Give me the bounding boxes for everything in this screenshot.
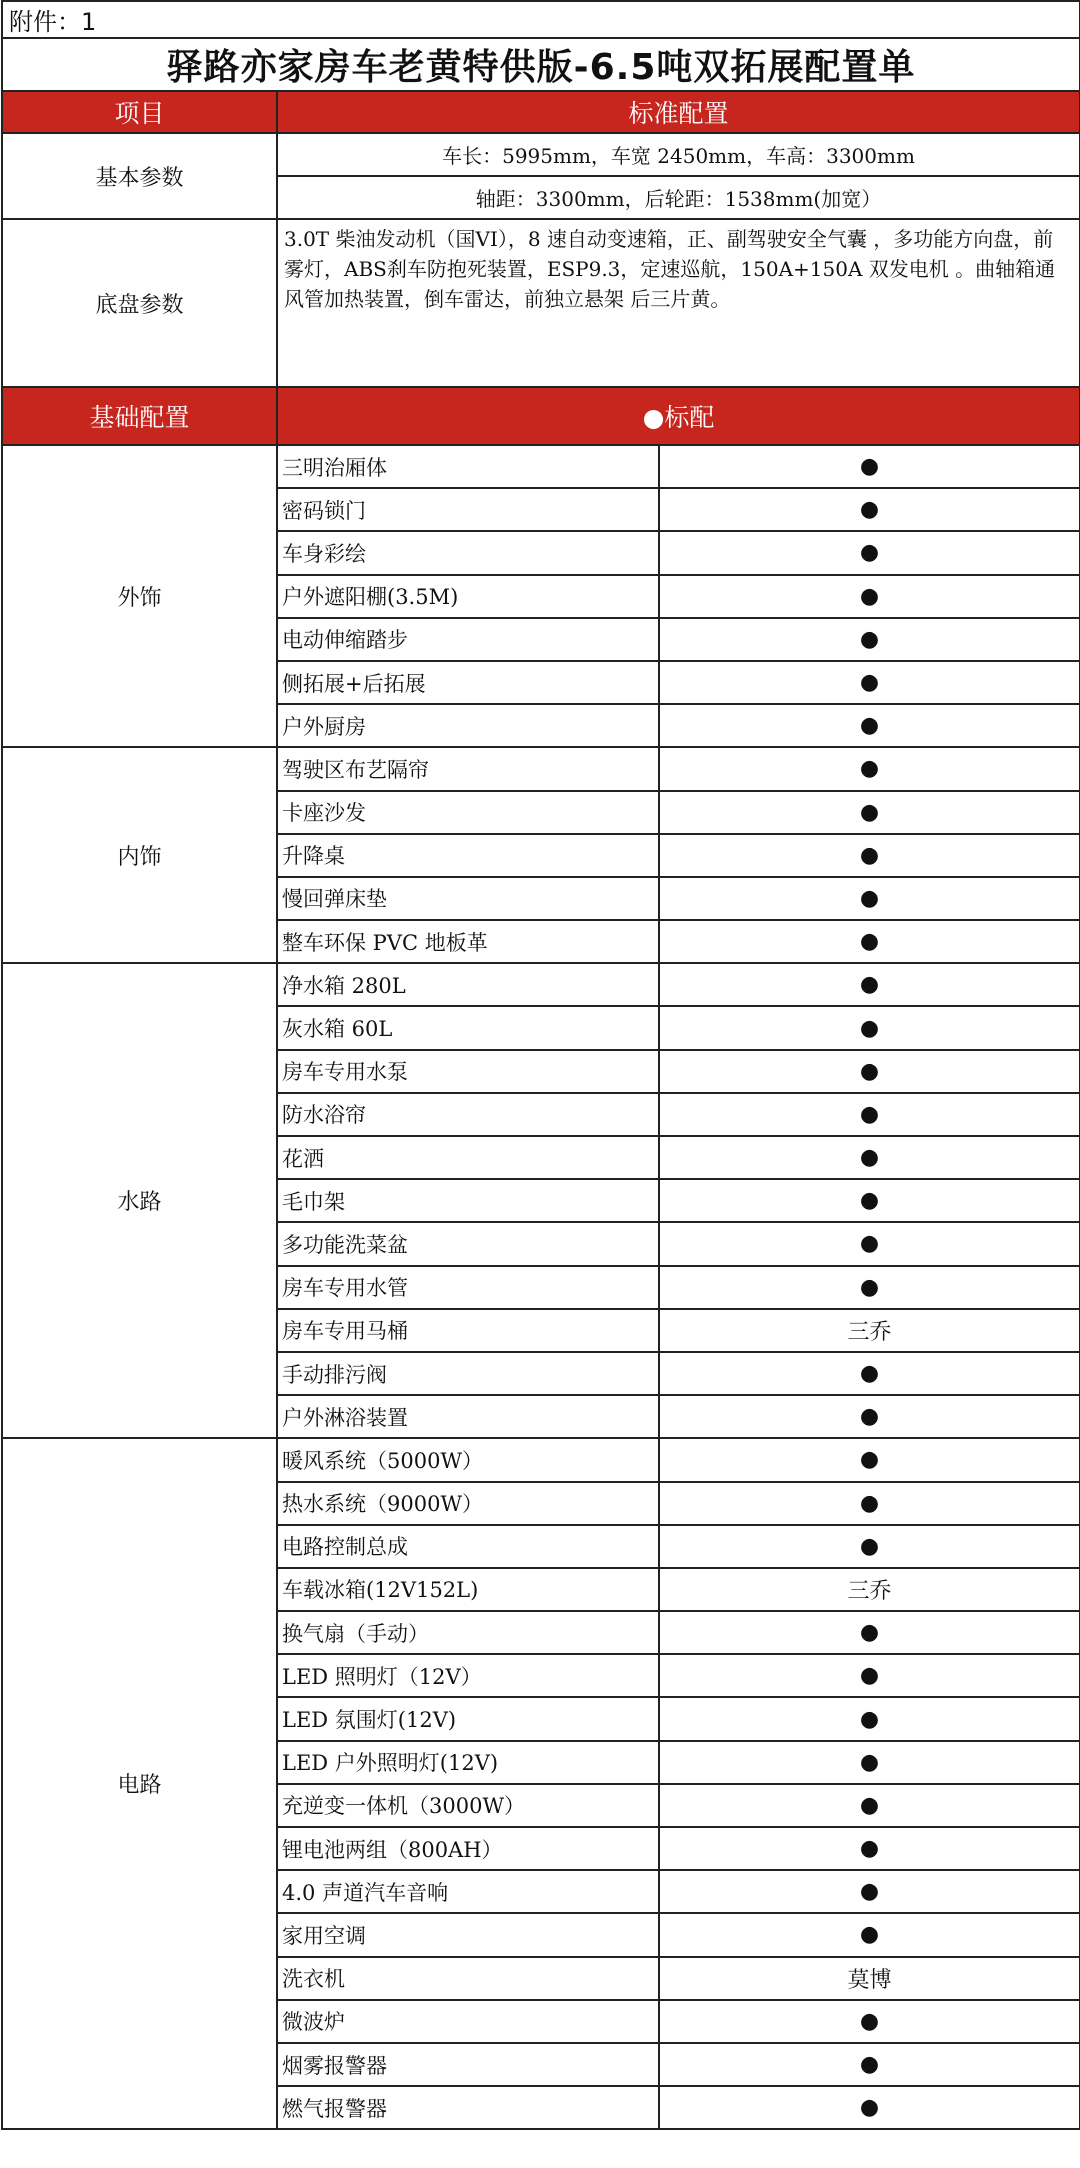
item-name: 微波炉 bbox=[277, 2000, 659, 2043]
item-name: 侧拓展+后拓展 bbox=[277, 661, 659, 704]
item-value: ● bbox=[659, 1050, 1080, 1093]
item-value: ● bbox=[659, 1222, 1080, 1265]
item-name: 充逆变一体机（3000W） bbox=[277, 1784, 659, 1827]
item-value: ● bbox=[659, 1697, 1080, 1740]
item-value: ● bbox=[659, 1525, 1080, 1568]
item-name: 户外淋浴装置 bbox=[277, 1395, 659, 1438]
item-value: ● bbox=[659, 1136, 1080, 1179]
item-value: ● bbox=[659, 1093, 1080, 1136]
basic-params-line1: 车长：5995mm，车宽 2450mm，车高：3300mm bbox=[277, 133, 1080, 176]
config-header-standard: ●标配 bbox=[277, 387, 1080, 445]
item-value: 莫博 bbox=[659, 1957, 1080, 2000]
item-value: ● bbox=[659, 834, 1080, 877]
item-name: 4.0 声道汽车音响 bbox=[277, 1870, 659, 1913]
item-name: 慢回弹床垫 bbox=[277, 877, 659, 920]
item-value: ● bbox=[659, 1784, 1080, 1827]
table-row bbox=[2, 747, 1080, 790]
item-value: ● bbox=[659, 1438, 1080, 1481]
item-name: 热水系统（9000W） bbox=[277, 1482, 659, 1525]
table-row bbox=[2, 445, 1080, 488]
item-name: 电路控制总成 bbox=[277, 1525, 659, 1568]
basic-params-line2: 轴距：3300mm，后轮距：1538mm(加宽） bbox=[277, 176, 1080, 219]
item-value: ● bbox=[659, 704, 1080, 747]
item-name: 换气扇（手动） bbox=[277, 1611, 659, 1654]
item-value: ● bbox=[659, 1913, 1080, 1956]
item-value: ● bbox=[659, 575, 1080, 618]
item-name: 房车专用水管 bbox=[277, 1266, 659, 1309]
item-name: 防水浴帘 bbox=[277, 1093, 659, 1136]
item-name: 驾驶区布艺隔帘 bbox=[277, 747, 659, 790]
item-name: 车载冰箱(12V152L) bbox=[277, 1568, 659, 1611]
item-name: 户外遮阳棚(3.5M) bbox=[277, 575, 659, 618]
item-value: ● bbox=[659, 1482, 1080, 1525]
item-value: ● bbox=[659, 1006, 1080, 1049]
table-row bbox=[2, 1438, 1080, 1481]
attachment-label: 附件：1 bbox=[2, 1, 1080, 38]
item-name: LED 照明灯（12V） bbox=[277, 1654, 659, 1697]
item-name: 车身彩绘 bbox=[277, 531, 659, 574]
item-name: 锂电池两组（800AH） bbox=[277, 1827, 659, 1870]
item-value: ● bbox=[659, 1395, 1080, 1438]
item-value: ● bbox=[659, 1827, 1080, 1870]
item-value: ● bbox=[659, 661, 1080, 704]
item-name: 密码锁门 bbox=[277, 488, 659, 531]
basic-params-label: 基本参数 bbox=[2, 133, 277, 219]
header-standard: 标准配置 bbox=[277, 91, 1080, 133]
item-value: 三乔 bbox=[659, 1309, 1080, 1352]
chassis-label: 底盘参数 bbox=[2, 219, 277, 387]
item-value: ● bbox=[659, 445, 1080, 488]
item-name: 多功能洗菜盆 bbox=[277, 1222, 659, 1265]
item-value: ● bbox=[659, 1266, 1080, 1309]
item-value: ● bbox=[659, 920, 1080, 963]
item-name: 灰水箱 60L bbox=[277, 1006, 659, 1049]
header-item: 项目 bbox=[2, 91, 277, 133]
item-name: 燃气报警器 bbox=[277, 2086, 659, 2129]
config-header-label: 基础配置 bbox=[2, 387, 277, 445]
item-name: 三明治厢体 bbox=[277, 445, 659, 488]
item-name: 卡座沙发 bbox=[277, 791, 659, 834]
item-name: 房车专用马桶 bbox=[277, 1309, 659, 1352]
chassis-text: 3.0T 柴油发动机（国VI），8 速自动变速箱，正、副驾驶安全气囊 ，多功能方向盘，前雾灯，ABS刹车防抱死装置，ESP9.3，定速巡航，150A+150A 双发电机 。曲轴箱通风管加热装置，倒车雷达，前独立悬架 后三片黄。 bbox=[277, 219, 1080, 387]
item-value: 三乔 bbox=[659, 1568, 1080, 1611]
item-name: 户外厨房 bbox=[277, 704, 659, 747]
item-value: ● bbox=[659, 1352, 1080, 1395]
page-title: 驿路亦家房车老黄特供版-6.5吨双拓展配置单 bbox=[2, 38, 1080, 91]
item-value: ● bbox=[659, 1870, 1080, 1913]
item-name: 烟雾报警器 bbox=[277, 2043, 659, 2086]
item-value: ● bbox=[659, 618, 1080, 661]
item-name: 花洒 bbox=[277, 1136, 659, 1179]
item-value: ● bbox=[659, 488, 1080, 531]
section-label: 水路 bbox=[2, 963, 277, 1438]
item-name: 毛巾架 bbox=[277, 1179, 659, 1222]
item-value: ● bbox=[659, 1654, 1080, 1697]
item-value: ● bbox=[659, 531, 1080, 574]
item-name: 房车专用水泵 bbox=[277, 1050, 659, 1093]
item-name: 手动排污阀 bbox=[277, 1352, 659, 1395]
item-value: ● bbox=[659, 1179, 1080, 1222]
item-value: ● bbox=[659, 963, 1080, 1006]
item-value: ● bbox=[659, 2086, 1080, 2129]
table-row bbox=[2, 963, 1080, 1006]
item-name: 电动伸缩踏步 bbox=[277, 618, 659, 661]
item-name: 升降桌 bbox=[277, 834, 659, 877]
item-name: 家用空调 bbox=[277, 1913, 659, 1956]
section-label: 内饰 bbox=[2, 747, 277, 963]
item-value: ● bbox=[659, 877, 1080, 920]
item-name: LED 氛围灯(12V) bbox=[277, 1697, 659, 1740]
item-value: ● bbox=[659, 791, 1080, 834]
config-table bbox=[1, 0, 1080, 2130]
item-value: ● bbox=[659, 2043, 1080, 2086]
item-value: ● bbox=[659, 2000, 1080, 2043]
section-label: 电路 bbox=[2, 1438, 277, 2129]
section-label: 外饰 bbox=[2, 445, 277, 747]
item-value: ● bbox=[659, 747, 1080, 790]
item-value: ● bbox=[659, 1611, 1080, 1654]
item-value: ● bbox=[659, 1741, 1080, 1784]
item-name: 净水箱 280L bbox=[277, 963, 659, 1006]
item-name: 洗衣机 bbox=[277, 1957, 659, 2000]
item-name: 暖风系统（5000W） bbox=[277, 1438, 659, 1481]
item-name: 整车环保 PVC 地板革 bbox=[277, 920, 659, 963]
item-name: LED 户外照明灯(12V) bbox=[277, 1741, 659, 1784]
